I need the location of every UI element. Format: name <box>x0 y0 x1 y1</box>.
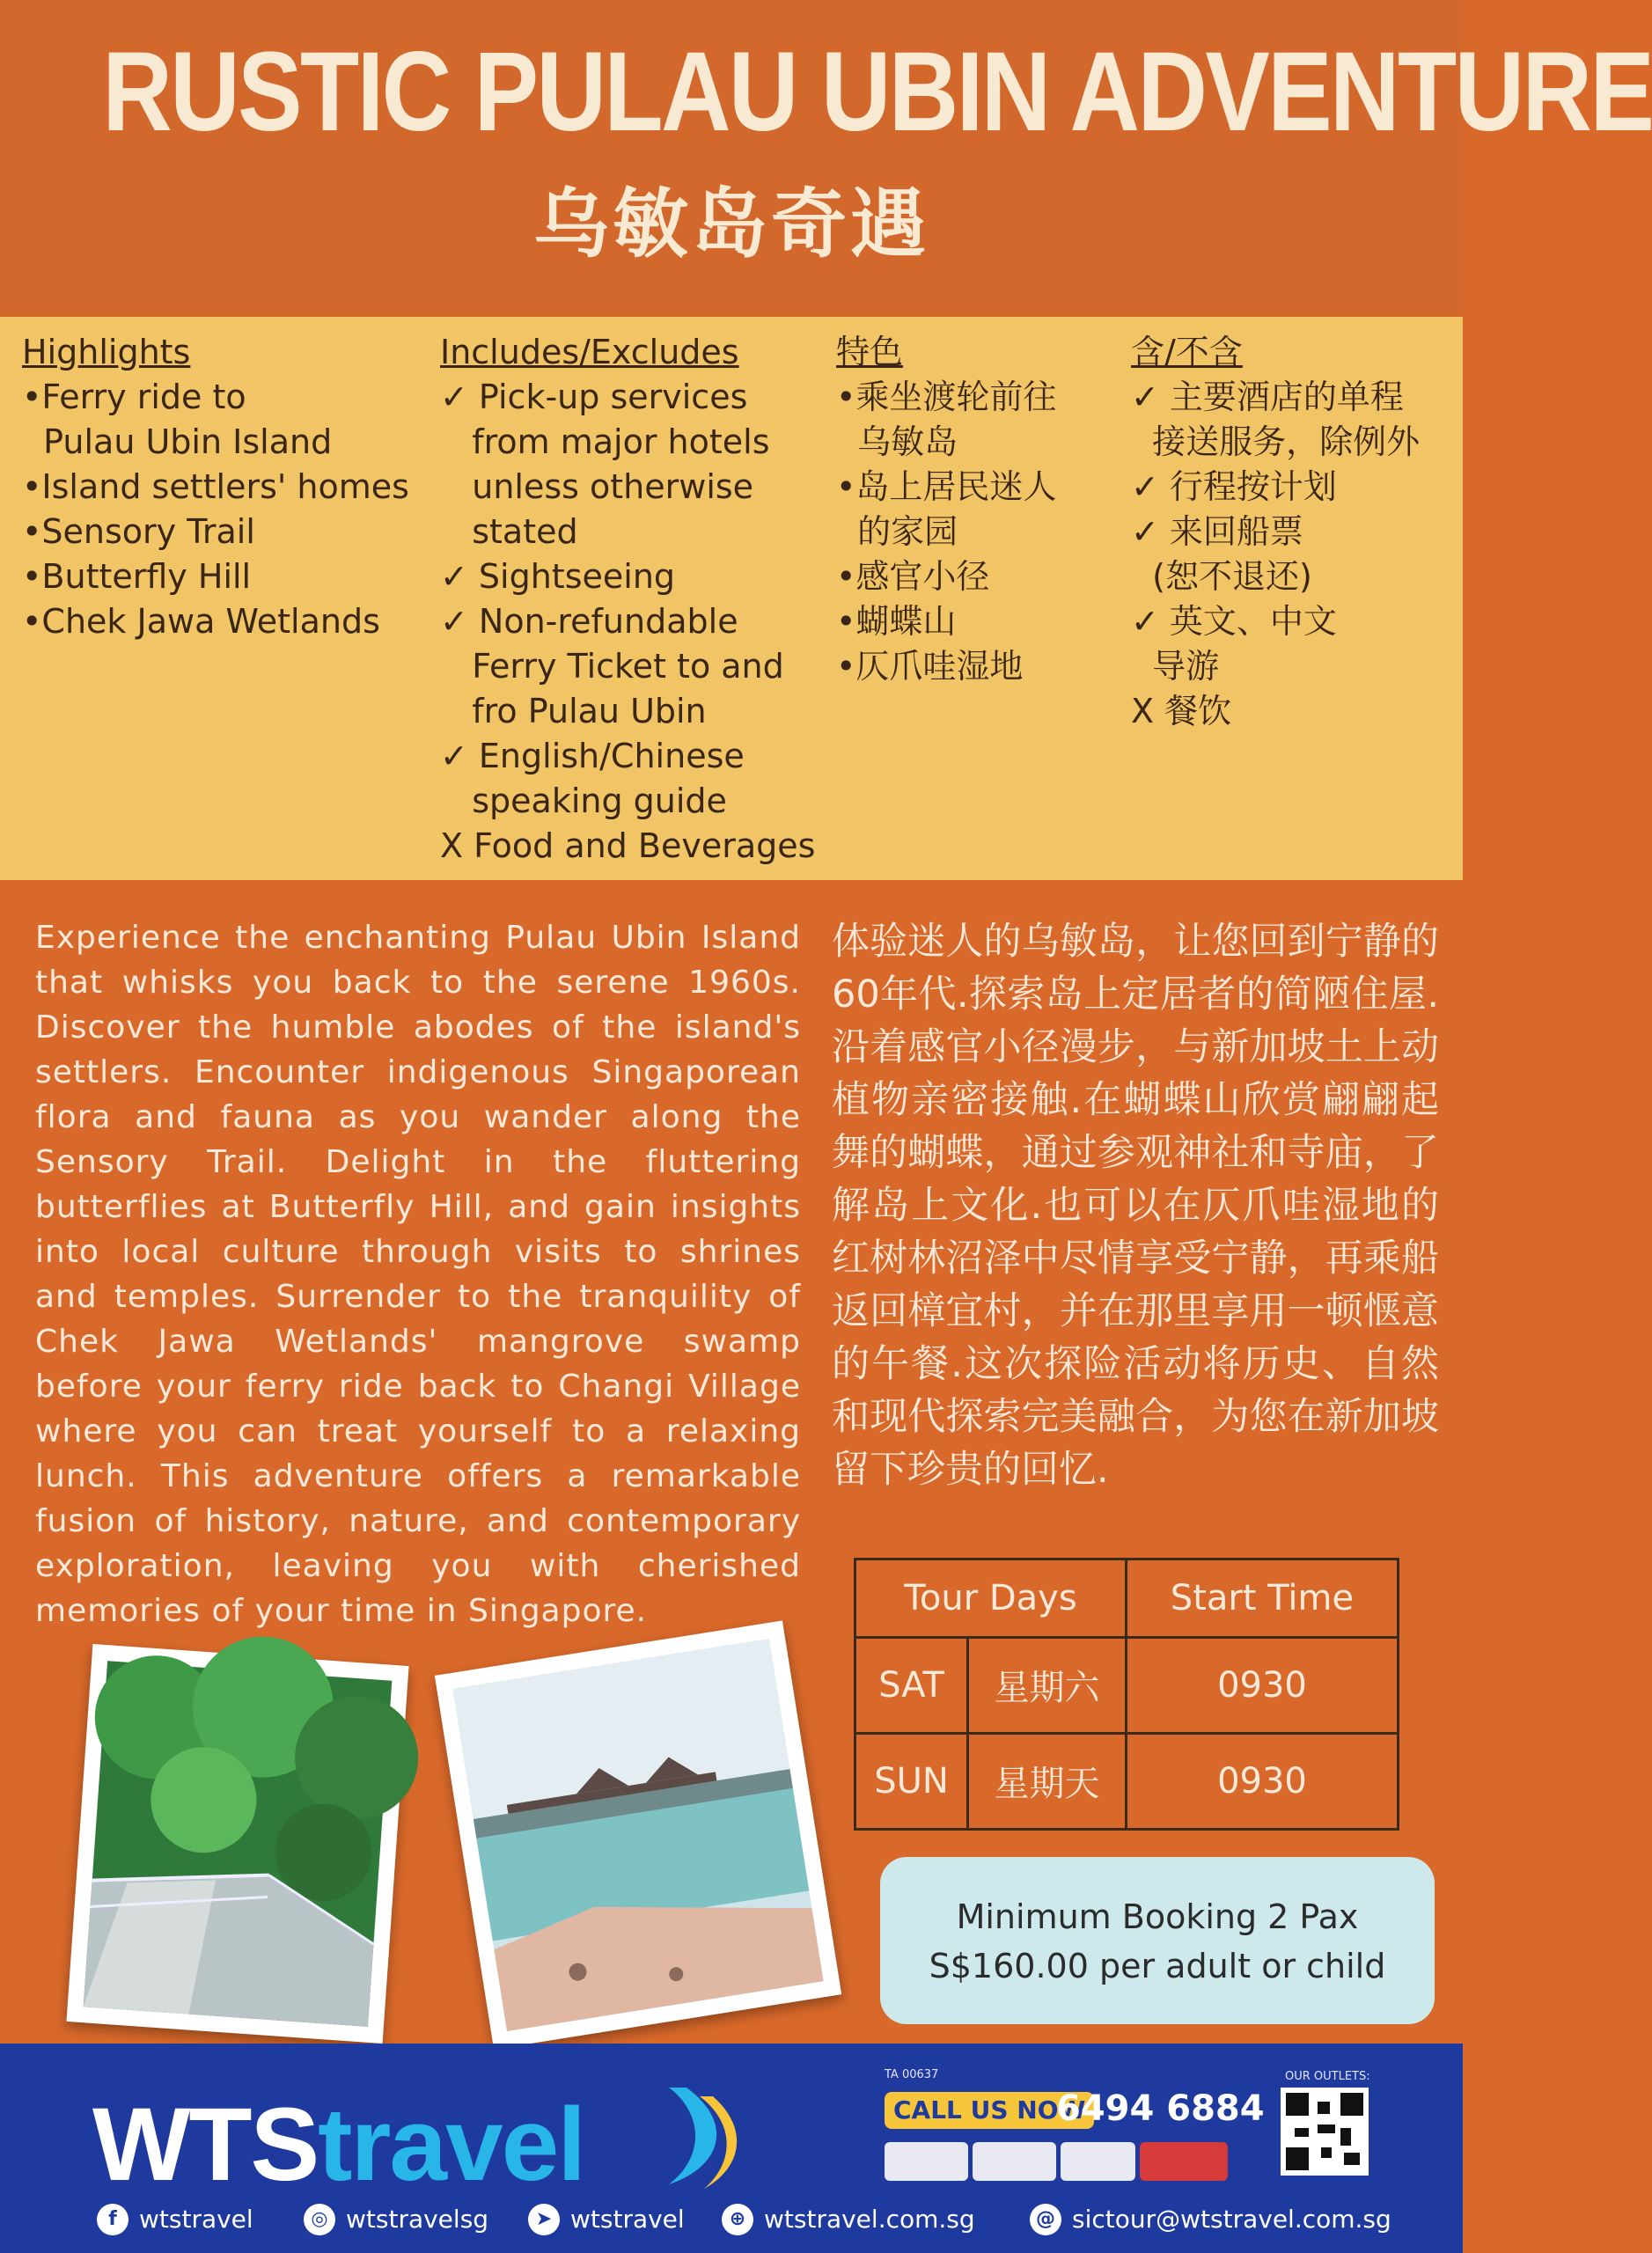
phone-number[interactable]: 6494 6884 <box>1056 2088 1265 2129</box>
includes-item: stated <box>440 512 578 551</box>
schedule-table <box>854 1558 1399 1831</box>
instagram-icon: ◎ <box>304 2204 335 2235</box>
highlights-item: •Chek Jawa Wetlands <box>22 602 380 641</box>
includes-cn-item: ✓ 主要酒店的单程 <box>1131 378 1404 416</box>
includes-item: from major hotels <box>440 422 770 461</box>
includes-cn-item: X 餐饮 <box>1131 692 1232 730</box>
social-links <box>97 2202 1417 2241</box>
header-banner <box>0 0 1652 317</box>
award-badges <box>885 2142 1228 2184</box>
includes-item: fro Pulau Ubin <box>440 692 707 730</box>
table-row <box>855 1733 1399 1829</box>
highlights-cn-item: •乘坐渡轮前往 <box>836 378 1057 416</box>
award-badge <box>1061 2142 1135 2181</box>
logo-travel: travel <box>318 2087 585 2203</box>
includes-item: ✓ Sightseeing <box>440 557 676 596</box>
highlights-item: •Sensory Trail <box>22 512 255 551</box>
highlights-column <box>22 330 436 644</box>
highlights-cn-heading: 特色 <box>836 333 904 371</box>
highlights-cn-item: 乌敏岛 <box>836 422 958 461</box>
footer <box>0 2044 1463 2253</box>
table-header-row <box>855 1559 1399 1638</box>
telegram-icon: ➤ <box>528 2204 560 2235</box>
facebook-handle: wtstravel <box>139 2205 253 2234</box>
website-url: wtstravel.com.sg <box>764 2205 975 2234</box>
day-cn-cell: 星期六 <box>968 1638 1127 1734</box>
highlights-cn-column <box>836 330 1127 689</box>
includes-item: speaking guide <box>440 782 727 820</box>
jetty-photo <box>435 1620 841 2049</box>
jetty-image <box>452 1639 823 2031</box>
highlights-heading: Highlights <box>22 333 191 371</box>
outlets-label: OUR OUTLETS: <box>1285 2070 1370 2083</box>
highlights-cn-item: 的家园 <box>836 512 958 551</box>
natas-badge <box>1140 2142 1228 2181</box>
description-english: Experience the enchanting Pulau Ubin Island that whisks you back to the serene 1960s. Discover the humble abodes of the island's settlers. Encounter indigenous Singaporean flora and fauna as you wander along the Sensory Trail. Delight in the fluttering butterflies at Butterfly Hill, and gain insights into local culture through visits to shrines and temples. Surrender to the tranquility of Chek Jawa Wetlands' mangrove swamp before your ferry ride back to Changi Village where you can treat yourself to a relaxing lunch. This adventure offers a remarkable fusion of history, nature, and contemporary exploration, leaving you with cherished memories of your time in Singapore. <box>35 920 801 1629</box>
highlights-item: •Island settlers' homes <box>22 467 409 506</box>
ta-number: TA 00637 <box>885 2068 939 2081</box>
telegram-handle: wtstravel <box>570 2205 685 2234</box>
website-icon: ⊕ <box>722 2204 753 2235</box>
time-cell: 0930 <box>1126 1638 1398 1734</box>
day-cn-cell: 星期天 <box>968 1733 1127 1829</box>
highlights-cn-item: •感官小径 <box>836 557 990 596</box>
includes-cn-item: 导游 <box>1131 647 1220 686</box>
instagram-handle: wtstravelsg <box>346 2205 489 2234</box>
includes-cn-item: ✓ 行程按计划 <box>1131 467 1337 506</box>
includes-item: X Food and Beverages <box>440 826 816 865</box>
includes-cn-column <box>1131 330 1457 734</box>
day-en-cell: SUN <box>855 1733 968 1829</box>
includes-item: Ferry Ticket to and <box>440 647 784 686</box>
highlights-cn-item: •岛上居民迷人 <box>836 467 1057 506</box>
price-text: S$160.00 per adult or child <box>929 1947 1386 1985</box>
minimum-booking-text: Minimum Booking 2 Pax <box>956 1897 1359 1936</box>
highlights-item: •Butterfly Hill <box>22 557 252 596</box>
table-row <box>855 1638 1399 1734</box>
email-address: sictour@wtstravel.com.sg <box>1072 2205 1391 2234</box>
includes-cn-item: ✓ 来回船票 <box>1131 512 1303 551</box>
highlights-item: •Ferry ride to <box>22 378 246 416</box>
title-chinese: 乌敏岛奇遇 <box>533 180 929 268</box>
email-icon: @ <box>1030 2204 1061 2235</box>
wave-logo-icon <box>651 2079 748 2193</box>
time-cell: 0930 <box>1126 1733 1398 1829</box>
highlights-item: Pulau Ubin Island <box>22 422 333 461</box>
qr-code-icon[interactable] <box>1281 2088 1369 2176</box>
boardwalk-image <box>84 1661 393 2027</box>
includes-item: unless otherwise <box>440 467 754 506</box>
includes-cn-item: 接送服务，除例外 <box>1131 422 1421 461</box>
facebook-icon: f <box>97 2204 128 2235</box>
day-en-cell: SAT <box>855 1638 968 1734</box>
includes-item: ✓ Non-refundable <box>440 602 738 641</box>
instagram-link[interactable] <box>304 2202 488 2237</box>
email-link[interactable] <box>1030 2202 1391 2237</box>
includes-item: ✓ English/Chinese <box>440 737 745 775</box>
info-panel <box>0 317 1463 880</box>
description-chinese: 体验迷人的乌敏岛，让您回到宁静的60年代.探索岛上定居者的简陋住屋.沿着感官小径漫步，与新加坡土上动植物亲密接触.在蝴蝶山欣赏翩翩起舞的蝴蝶，通过参观神社和寺庙，了解岛上文化.也可以在仄爪哇湿地的红树林沼泽中尽情享受宁静，再乘船返回樟宜村，并在那里享用一顿惬意的午餐.这次探险活动将历史、自然和现代探索完美融合，为您在新加坡留下珍贵的回忆. <box>832 920 1439 1492</box>
logo-wts: WTS <box>92 2087 319 2203</box>
includes-heading: Includes/Excludes <box>440 333 739 371</box>
website-link[interactable] <box>722 2202 975 2237</box>
includes-item: ✓ Pick-up services <box>440 378 748 416</box>
includes-cn-heading: 含/不含 <box>1131 333 1243 371</box>
booking-box <box>880 1857 1435 2024</box>
includes-cn-item: ✓ 英文、中文 <box>1131 602 1337 641</box>
facebook-link[interactable] <box>97 2202 253 2237</box>
start-time-header: Start Time <box>1126 1559 1398 1638</box>
call-now-badge[interactable]: CALL US NOW <box>885 2092 1094 2129</box>
title-english: RUSTIC PULAU UBIN ADVENTURE <box>102 29 1652 155</box>
highlights-cn-item: •仄爪哇湿地 <box>836 647 1024 686</box>
boardwalk-photo <box>66 1644 408 2044</box>
award-badge <box>885 2142 968 2181</box>
wts-travel-logo[interactable] <box>92 2088 584 2202</box>
telegram-link[interactable] <box>528 2202 685 2237</box>
includes-column <box>440 330 845 869</box>
includes-cn-item: (恕不退还) <box>1131 557 1312 596</box>
award-badge <box>973 2142 1056 2181</box>
tour-days-header: Tour Days <box>855 1559 1127 1638</box>
highlights-cn-item: •蝴蝶山 <box>836 602 957 641</box>
